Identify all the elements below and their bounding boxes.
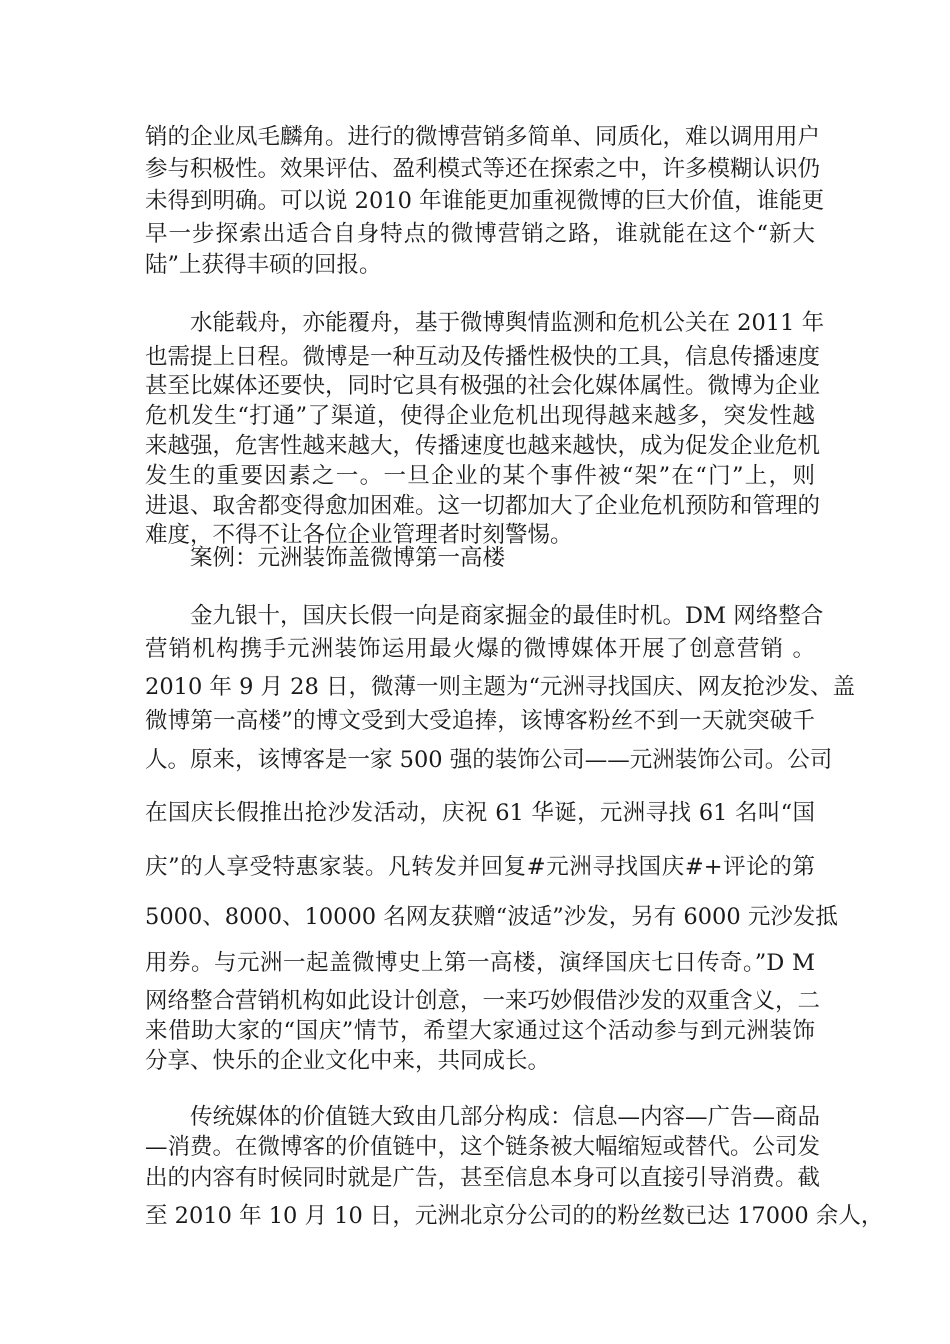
paragraph-line: 用券。与元洲一起盖微博史上第一高楼，演绎国庆七日传奇。”D M <box>145 950 815 976</box>
paragraph-line: 水能载舟，亦能覆舟，基于微博舆情监测和危机公关在 2011 年 <box>190 310 825 336</box>
paragraph-line: 甚至比媒体还要快，同时它具有极强的社会化媒体属性。微博为企业 <box>145 373 821 399</box>
paragraph-line: 2010 年 9 月 28 日，微薄一则主题为“元洲寻找国庆、网友抢沙发、盖 <box>145 674 855 700</box>
paragraph-line: 危机发生“打通”了渠道，使得企业危机出现得越来越多，突发性越 <box>145 403 815 429</box>
paragraph-line: 分享、快乐的企业文化中来，共同成长。 <box>145 1048 551 1074</box>
paragraph-line: 进退、取舍都变得愈加困难。这一切都加大了企业危机预防和管理的 <box>145 493 821 519</box>
paragraph-line: 发生的重要因素之一。一旦企业的某个事件被“架”在“门”上，则 <box>145 463 815 489</box>
paragraph-line: 金九银十，国庆长假一向是商家掘金的最佳时机。DM 网络整合 <box>190 603 824 629</box>
paragraph-line: 庆”的人享受特惠家装。凡转发并回复#元洲寻找国庆#+评论的第 <box>145 854 815 880</box>
paragraph-line: 参与积极性。效果评估、盈利模式等还在探索之中，许多模糊认识仍 <box>145 156 821 182</box>
paragraph-line: 来借助大家的“国庆”情节，希望大家通过这个活动参与到元洲装饰 <box>145 1018 815 1044</box>
paragraph-line: 也需提上日程。微博是一种互动及传播性极快的工具，信息传播速度 <box>145 344 821 370</box>
section-heading: 案例：元洲装饰盖微博第一高楼 <box>190 545 506 571</box>
paragraph-line: 传统媒体的价值链大致由几部分构成：信息—内容—广告—商品 <box>190 1104 821 1130</box>
paragraph-line: —消费。在微博客的价值链中，这个链条被大幅缩短或替代。公司发 <box>145 1134 821 1160</box>
paragraph-line: 营销机构携手元洲装饰运用最火爆的微博媒体开展了创意营销 。 <box>145 636 815 662</box>
paragraph-line: 未得到明确。可以说 2010 年谁能更加重视微博的巨大价值，谁能更 <box>145 188 825 214</box>
paragraph-line: 在国庆长假推出抢沙发活动，庆祝 61 华诞，元洲寻找 61 名叫“国 <box>145 800 815 826</box>
paragraph-line: 销的企业凤毛麟角。进行的微博营销多简单、同质化，难以调用用户 <box>145 124 821 150</box>
paragraph-line: 微博第一高楼”的博文受到大受追捧，该博客粉丝不到一天就突破千 <box>145 708 815 734</box>
paragraph-line: 人。原来，该博客是一家 500 强的装饰公司——元洲装饰公司。公司 <box>145 747 833 773</box>
paragraph-line: 难度，不得不让各位企业管理者时刻警惕。 <box>145 522 573 548</box>
paragraph-line: 出的内容有时候同时就是广告，甚至信息本身可以直接引导消费。截 <box>145 1165 821 1191</box>
paragraph-line: 5000、8000、10000 名网友获赠“波适”沙发，另有 6000 元沙发抵 <box>145 904 838 930</box>
paragraph-line: 陆”上获得丰硕的回报。 <box>145 252 382 278</box>
paragraph-line: 早一步探索出适合自身特点的微博营销之路，谁就能在这个“新大 <box>145 221 815 247</box>
paragraph-line: 网络整合营销机构如此设计创意，一来巧妙假借沙发的双重含义，二 <box>145 988 821 1014</box>
paragraph-line: 来越强，危害性越来越大，传播速度也越来越快，成为促发企业危机 <box>145 433 821 459</box>
paragraph-line: 至 2010 年 10 月 10 日，元洲北京分公司的的粉丝数已达 17000 余人， <box>145 1203 884 1229</box>
